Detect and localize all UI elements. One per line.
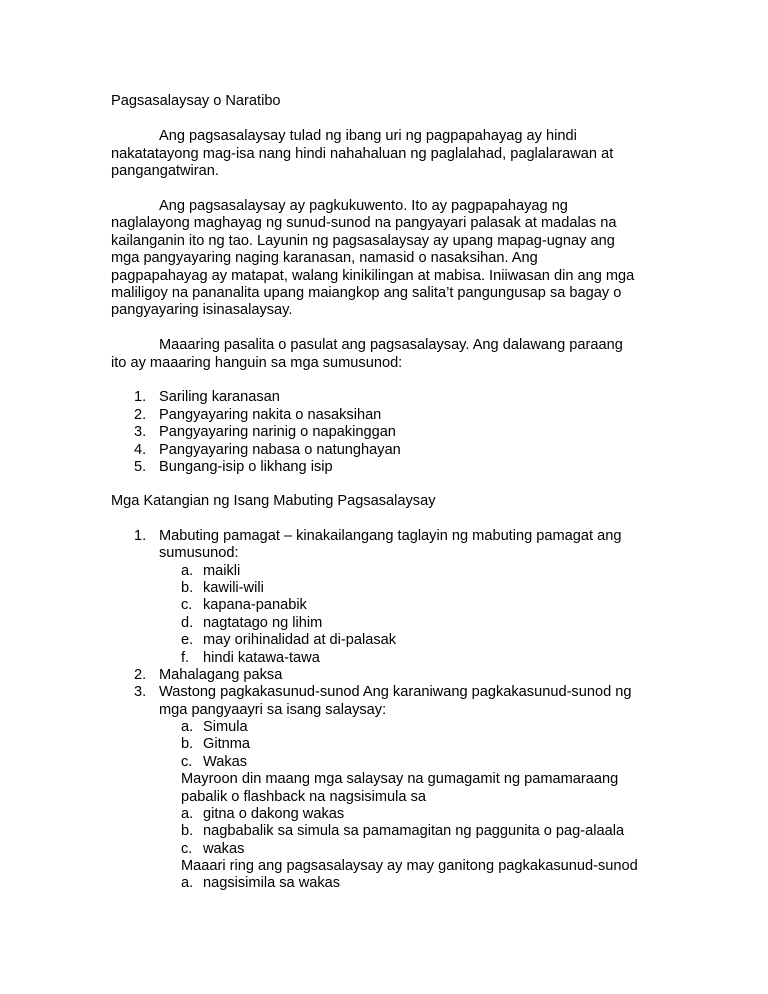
list-number: 1.: [134, 389, 147, 405]
sub-item-text: wakas: [203, 841, 245, 857]
sub-item-text: Simula: [203, 719, 248, 735]
document-title: Pagsasalaysay o Naratibo: [111, 93, 281, 109]
list-text: Bungang-isip o likhang isip: [159, 459, 333, 475]
sub-letter: a.: [181, 875, 194, 891]
list-number: 3.: [134, 684, 147, 700]
list-text: Pangyayaring nakita o nasaksihan: [159, 407, 382, 423]
sub-item-text: nagsisimila sa wakas: [203, 875, 341, 891]
sub-paragraph: Mayroon din maang mga salaysay na gumagamit ng pamamaraang: [181, 771, 619, 787]
sub-item-text: hindi katawa-tawa: [203, 650, 320, 666]
sub-letter: f.: [181, 650, 190, 666]
sub-letter: d.: [181, 615, 194, 631]
sub-letter: c.: [181, 597, 193, 613]
paragraph-line: nakatatayong mag-isa nang hindi nahahaluan ng paglalahad, paglalarawan at: [111, 146, 614, 162]
sub-letter: e.: [181, 632, 194, 648]
paragraph-line: Ang pagsasalaysay tulad ng ibang uri ng pagpapahayag ay hindi: [159, 128, 577, 144]
sub-item-text: Wakas: [203, 754, 248, 770]
list-text: Wastong pagkakasunud-sunod Ang karaniwang pagkakasunud-sunod ng: [159, 684, 632, 700]
sub-letter: c.: [181, 841, 193, 857]
list-number: 2.: [134, 667, 147, 683]
paragraph-line: Ang pagsasalaysay ay pagkukuwento. Ito ay pagpapahayag ng: [159, 198, 568, 214]
paragraph-line: pangangatwiran.: [111, 163, 219, 179]
sub-letter: c.: [181, 754, 193, 770]
sub-letter: b.: [181, 736, 194, 752]
sub-paragraph: Maaari ring ang pagsasalaysay ay may ganitong pagkakasunud-sunod: [181, 858, 638, 874]
sub-letter: b.: [181, 580, 194, 596]
paragraph-line: Maaaring pasalita o pasulat ang pagsasalaysay. Ang dalawang paraang: [159, 337, 623, 353]
paragraph-line: pangyayaring isinasalaysay.: [111, 302, 293, 318]
list-number: 1.: [134, 528, 147, 544]
paragraph-line: maliligoy na pananalita upang maiangkop ang salita’t pangungusap sa bagay o: [111, 285, 622, 301]
sub-item-text: maikli: [203, 563, 241, 579]
sub-letter: a.: [181, 563, 194, 579]
sub-item-text: kawili-wili: [203, 580, 264, 596]
list-number: 2.: [134, 407, 147, 423]
paragraph-line: ito ay maaaring hanguin sa mga sumusunod:: [111, 355, 403, 371]
sub-item-text: nagtatago ng lihim: [203, 615, 323, 631]
sub-item-text: kapana-panabik: [203, 597, 307, 613]
list-text: Pangyayaring narinig o napakinggan: [159, 424, 396, 440]
list-number: 3.: [134, 424, 147, 440]
sub-item-text: Gitnma: [203, 736, 251, 752]
list-number: 5.: [134, 459, 147, 475]
sub-letter: b.: [181, 823, 194, 839]
paragraph-line: kailanganin ito ng tao. Layunin ng pagsasalaysay ay upang mapag-ugnay ang: [111, 233, 615, 249]
sub-letter: a.: [181, 719, 194, 735]
paragraph-line: pagpapahayag ay matapat, walang kinikilingan at mabisa. Iniiwasan din ang mga: [111, 268, 635, 284]
list-text: Mahalagang paksa: [159, 667, 283, 683]
section-heading: Mga Katangian ng Isang Mabuting Pagsasalaysay: [111, 493, 436, 509]
list-text: Pangyayaring nabasa o natunghayan: [159, 442, 401, 458]
paragraph-line: naglalayong maghayag ng sunud-sunod na pangyayari palasak at madalas na: [111, 215, 617, 231]
sub-letter: a.: [181, 806, 194, 822]
sub-item-text: nagbabalik sa simula sa pamamagitan ng paggunita o pag-alaala: [203, 823, 625, 839]
sub-paragraph: pabalik o flashback na nagsisimula sa: [181, 789, 426, 805]
list-text: Sariling karanasan: [159, 389, 280, 405]
list-text: Mabuting pamagat – kinakailangang taglayin ng mabuting pamagat ang: [159, 528, 622, 544]
list-text: mga pangyaayri sa isang salaysay:: [159, 702, 387, 718]
list-text: sumusunod:: [159, 545, 239, 561]
sub-item-text: gitna o dakong wakas: [203, 806, 345, 822]
paragraph-line: mga pangyayaring naging karanasan, namasid o nasaksihan. Ang: [111, 250, 538, 266]
sub-item-text: may orihinalidad at di-palasak: [203, 632, 397, 648]
list-number: 4.: [134, 442, 147, 458]
